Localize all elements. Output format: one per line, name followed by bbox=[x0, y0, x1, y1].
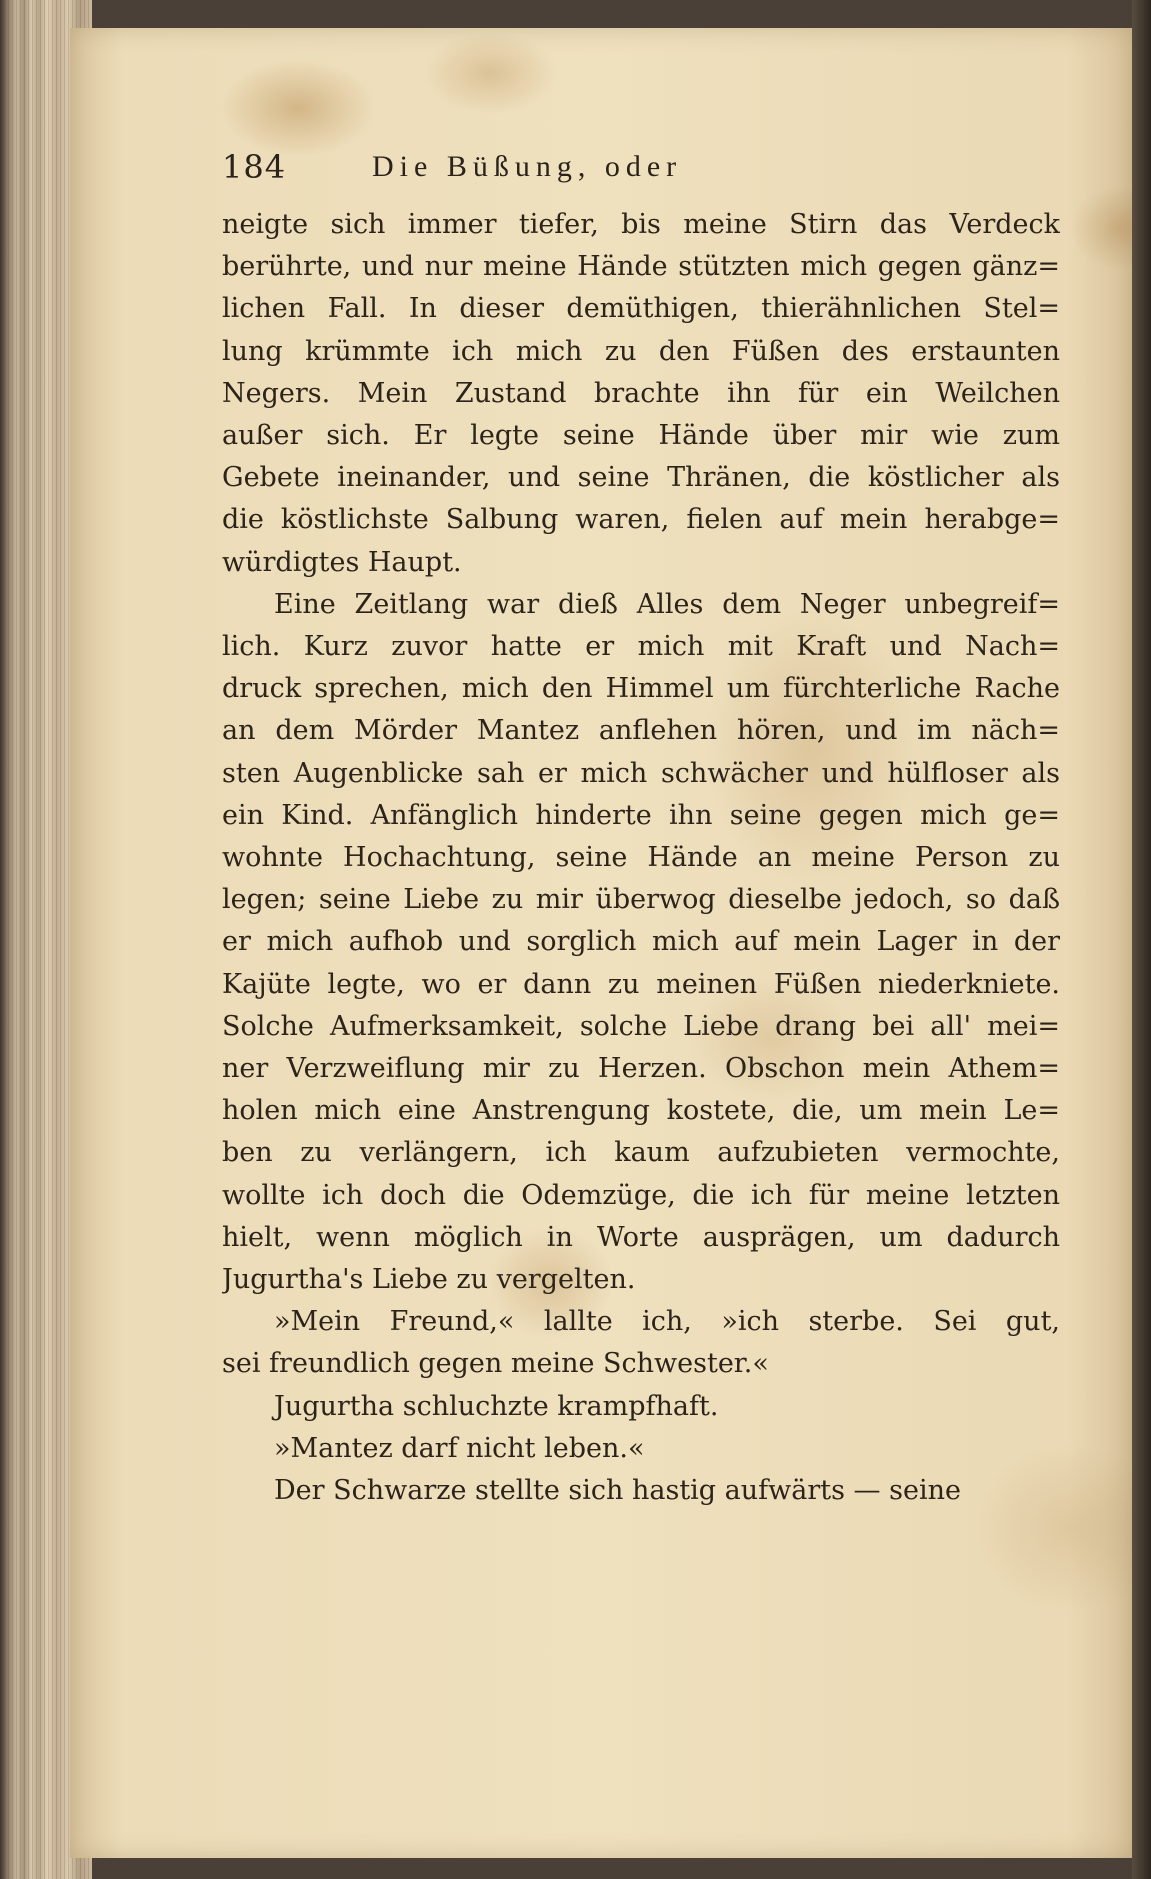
text-line: holen mich eine Anstrengung kostete, die, um mein Le= bbox=[222, 1095, 1060, 1127]
text-line: druck sprechen, mich den Himmel um fürchterliche Rache bbox=[222, 673, 1060, 705]
text-line: Jugurtha schluchzte krampfhaft. bbox=[274, 1390, 719, 1422]
text-line: lichen Fall. In dieser demüthigen, thierähnlichen Stel= bbox=[222, 293, 1060, 325]
paragraph bbox=[222, 1428, 1060, 1470]
running-head: Die Büßung, oder bbox=[372, 150, 683, 183]
text-line: die köstlichste Salbung waren, fielen auf mein herabge= bbox=[222, 504, 1060, 536]
paragraph bbox=[222, 1470, 1060, 1512]
paragraph bbox=[222, 584, 1060, 1301]
text-line: ner Verzweiflung mir zu Herzen. Obschon mein Athem= bbox=[222, 1053, 1060, 1085]
text-line: sei freundlich gegen meine Schwester.« bbox=[222, 1348, 769, 1380]
text-line: wohnte Hochachtung, seine Hände an meine Person zu bbox=[222, 842, 1060, 874]
text-line: an dem Mörder Mantez anflehen hören, und im näch= bbox=[222, 715, 1060, 747]
text-line: lung krümmte ich mich zu den Füßen des erstaunten bbox=[222, 335, 1060, 367]
text-line: Eine Zeitlang war dieß Alles dem Neger unbegreif= bbox=[274, 588, 1060, 620]
text-line: Gebete ineinander, und seine Thränen, die köstlicher als bbox=[222, 462, 1060, 494]
text-line: legen; seine Liebe zu mir überwog dieselbe jedoch, so daß bbox=[222, 884, 1060, 916]
text-line: hielt, wenn möglich in Worte ausprägen, um dadurch bbox=[222, 1221, 1060, 1253]
text-line: außer sich. Er legte seine Hände über mir wie zum bbox=[222, 420, 1060, 452]
text-line: »Mantez darf nicht leben.« bbox=[274, 1432, 645, 1464]
paragraph bbox=[222, 1301, 1060, 1385]
text-line: Jugurtha's Liebe zu vergelten. bbox=[222, 1264, 636, 1296]
page-header bbox=[222, 148, 1062, 192]
text-line: ben zu verlängern, ich kaum aufzubieten vermochte, bbox=[222, 1137, 1060, 1169]
page-number: 184 bbox=[222, 148, 287, 186]
text-line: Solche Aufmerksamkeit, solche Liebe drang bei all' mei= bbox=[222, 1010, 1060, 1042]
text-line: sten Augenblicke sah er mich schwächer und hülfloser als bbox=[222, 757, 1060, 789]
paragraph bbox=[222, 1386, 1060, 1428]
paragraph bbox=[222, 204, 1060, 584]
text-line: Kajüte legte, wo er dann zu meinen Füßen niederkniete. bbox=[222, 968, 1060, 1000]
text-line: berührte, und nur meine Hände stützten mich gegen gänz= bbox=[222, 251, 1060, 283]
text-line: Der Schwarze stellte sich hastig aufwärts — seine bbox=[274, 1475, 961, 1507]
text-line: neigte sich immer tiefer, bis meine Stirn das Verdeck bbox=[222, 209, 1060, 240]
body-text bbox=[222, 204, 1060, 1564]
text-line: »Mein Freund,« lallte ich, »ich sterbe. Sei gut, bbox=[274, 1306, 1060, 1338]
text-line: Negers. Mein Zustand brachte ihn für ein Weilchen bbox=[222, 377, 1060, 409]
text-line: er mich aufhob und sorglich mich auf mein Lager in der bbox=[222, 926, 1060, 958]
text-line: lich. Kurz zuvor hatte er mich mit Kraft und Nach= bbox=[222, 631, 1060, 663]
binding-shadow bbox=[1132, 0, 1151, 1879]
text-line: wollte ich doch die Odemzüge, die ich für meine letzten bbox=[222, 1179, 1060, 1211]
text-line: ein Kind. Anfänglich hinderte ihn seine gegen mich ge= bbox=[222, 799, 1060, 831]
text-line: würdigtes Haupt. bbox=[222, 546, 462, 578]
